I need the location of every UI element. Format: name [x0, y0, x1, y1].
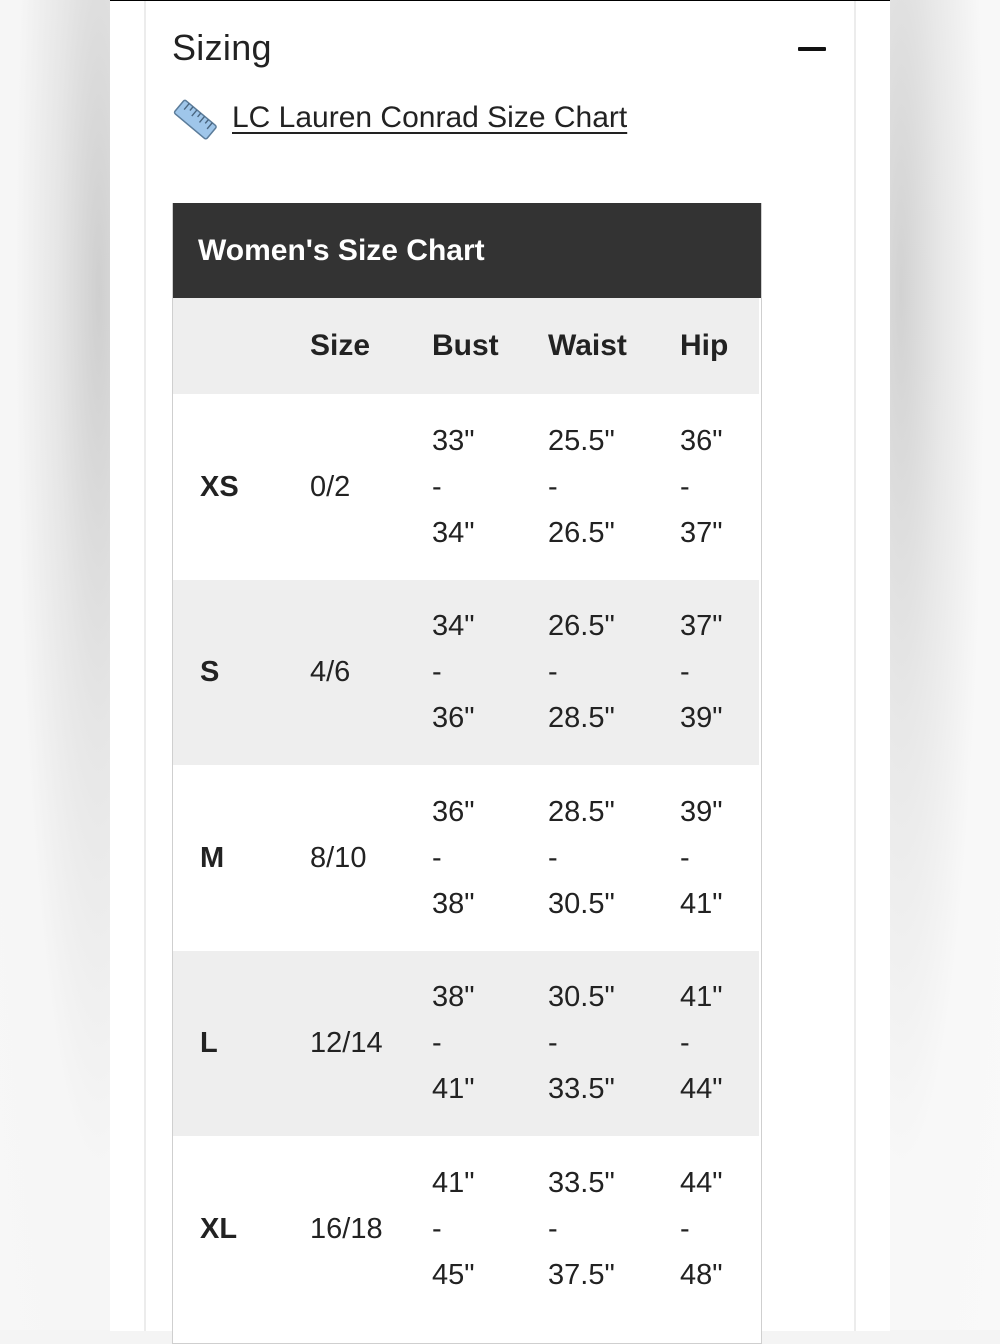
size-chart-link[interactable]: LC Lauren Conrad Size Chart: [232, 101, 628, 134]
waist-cell: 25.5" - 26.5": [548, 424, 615, 549]
size-label: XS: [200, 470, 239, 503]
panel-border-right: [854, 1, 856, 1331]
size-number: 16/18: [310, 1212, 383, 1245]
column-header-waist: Waist: [548, 329, 627, 362]
waist-cell: 28.5" - 30.5": [548, 795, 615, 920]
waist-cell: 26.5" - 28.5": [548, 610, 615, 735]
column-header-size: Size: [310, 329, 371, 362]
background-left: [0, 0, 110, 1330]
column-header-hip: Hip: [680, 329, 729, 362]
column-header-bust: Bust: [432, 329, 499, 362]
table-row: [173, 1136, 759, 1322]
bust-cell: 34" - 36": [432, 610, 475, 735]
bust-cell: 33" - 34": [432, 424, 475, 549]
size-number: 12/14: [310, 1027, 383, 1060]
hip-cell: 37" - 39": [680, 610, 723, 735]
sizing-heading: Sizing: [172, 27, 272, 68]
size-number: 8/10: [310, 841, 367, 874]
minus-icon: [798, 47, 826, 51]
panel-border-left: [144, 1, 146, 1331]
table-row: [173, 951, 759, 1137]
hip-cell: 44" - 48": [680, 1166, 723, 1291]
table-row: [173, 394, 759, 580]
size-table: [173, 298, 759, 1322]
hip-cell: 41" - 44": [680, 981, 723, 1106]
column-header-label: [173, 298, 310, 394]
waist-cell: 30.5" - 33.5": [548, 981, 615, 1106]
sizing-panel: [110, 0, 890, 1331]
size-number: 4/6: [310, 656, 351, 689]
size-label: L: [200, 1027, 218, 1060]
waist-cell: 33.5" - 37.5": [548, 1166, 615, 1291]
table-row: [173, 580, 759, 766]
background-right: [890, 0, 1000, 1330]
bust-cell: 41" - 45": [432, 1166, 475, 1291]
womens-size-chart: [172, 203, 762, 1344]
table-row: [173, 765, 759, 951]
bust-cell: 36" - 38": [432, 795, 475, 920]
size-number: 0/2: [310, 470, 351, 503]
size-label: S: [200, 656, 220, 689]
ruler-icon: [172, 97, 218, 143]
collapse-button[interactable]: [796, 41, 828, 57]
size-label: M: [200, 841, 225, 874]
hip-cell: 36" - 37": [680, 424, 723, 549]
table-header-row: [173, 298, 759, 394]
size-label: XL: [200, 1212, 238, 1245]
size-chart-title: Women's Size Chart: [173, 203, 761, 298]
hip-cell: 39" - 41": [680, 795, 723, 920]
bust-cell: 38" - 41": [432, 981, 475, 1106]
